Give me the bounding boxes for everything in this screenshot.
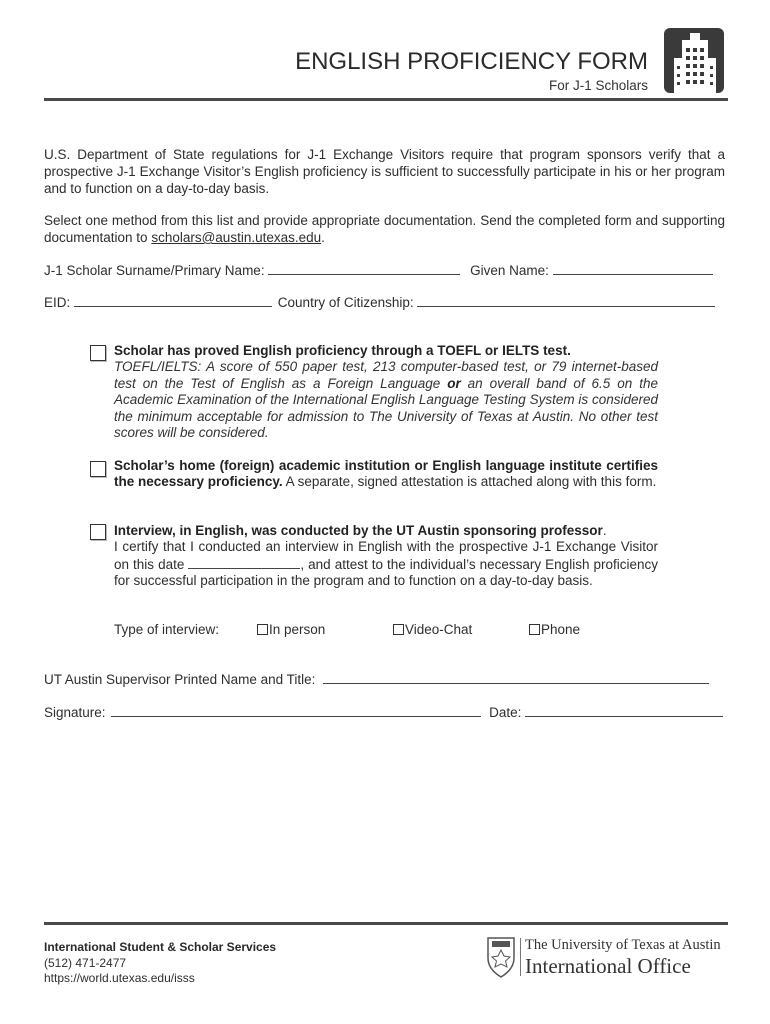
phone-label: Phone [541, 622, 581, 637]
interview-date-field[interactable] [188, 556, 300, 569]
form-subtitle: For J-1 Scholars [548, 78, 648, 93]
given-name-label: Given Name: [470, 263, 549, 278]
in-person-option[interactable] [257, 621, 377, 638]
supervisor-label: UT Austin Supervisor Printed Name and Title: [44, 672, 316, 687]
in-person-label: In person [269, 622, 326, 637]
interview-checkbox[interactable] [90, 524, 106, 540]
toefl-heading: Scholar has proved English proficiency through a TOEFL or IELTS test. [114, 343, 571, 358]
video-chat-option[interactable] [393, 621, 513, 638]
institution-checkbox[interactable] [90, 461, 106, 477]
institution-body: A separate, signed attestation is attached along with this form. [282, 474, 657, 490]
ut-logo-divider [520, 938, 521, 976]
footer-org: International Student & Scholar Services [44, 940, 277, 954]
eid-label: EID: [44, 295, 71, 310]
supervisor-field[interactable] [323, 671, 709, 684]
phone-checkbox[interactable] [529, 624, 540, 635]
signature-row [44, 704, 728, 721]
citizenship-field[interactable] [417, 294, 715, 307]
interview-body-start: I certify that I conducted an interview in English with the prospective J-1 Exchange Visitor on this date [114, 539, 658, 572]
institution-heading: Scholar’s home (foreign) academic institution or English language institute certifies the necessary proficiency. [114, 458, 658, 490]
institution-option [114, 458, 658, 491]
email-link[interactable]: scholars@austin.utexas.edu [151, 230, 322, 245]
eid-field[interactable] [74, 294, 272, 307]
header-divider [44, 98, 728, 101]
interview-option: Interview, in English, was conducted by the UT Austin sponsoring professor. I certify that I conducted an interview in English with the prospective J-1 Exchange Visitor on this date , and attest to the individual’s necessary English proficiency for successful participation in the program and to function on a day-to-day basis. [114, 523, 658, 589]
phone-option[interactable] [529, 621, 629, 638]
signature-field[interactable] [111, 704, 481, 717]
instructions-paragraph [44, 212, 725, 246]
instructions-text: Select one method from this list and provide appropriate documentation. Send the completed form and supporting documentation to [44, 213, 725, 245]
footer-divider [44, 922, 728, 925]
form-title: ENGLISH PROFICIENCY FORM [295, 48, 648, 75]
instructions-period: . [321, 230, 325, 245]
interview-body-end: , and attest to the individual’s necessary English proficiency for successful participation in the program and to function on a day-to-day basis. [114, 556, 658, 589]
intro-paragraph: U.S. Department of State regulations for J-1 Exchange Visitors require that program sponsors verify that a prospective J-1 Exchange Visitor’s English proficiency is sufficient to successfully participate in his or her program and to function on a day-to-day basis. [44, 147, 725, 196]
supervisor-row [44, 671, 728, 688]
surname-field[interactable] [268, 262, 460, 275]
building-icon [664, 28, 724, 93]
name-row [44, 262, 728, 279]
footer-url: https://world.utexas.edu/isss [44, 971, 195, 985]
footer-contact [44, 940, 276, 987]
interview-type-label: Type of interview: [114, 622, 220, 637]
surname-label: J-1 Scholar Surname/Primary Name: [44, 263, 265, 278]
footer-phone: (512) 471-2477 [44, 955, 127, 970]
given-name-field[interactable] [553, 262, 713, 275]
toefl-body: TOEFL/IELTS: A score of 550 paper test, 213 computer-based test, or 79 internet-based test on the Test of English as a Foreign Language or an overall band of 6.5 on the Academic Examination of the International English Language Testing System is considered the minimum acceptable for admission to The University of Texas at Austin. No other test scores will be considered. [114, 359, 658, 441]
ut-seal-icon [486, 936, 516, 978]
toefl-checkbox[interactable] [90, 345, 106, 361]
citizenship-label: Country of Citizenship: [277, 295, 414, 310]
interview-heading: Interview, in English, was conducted by the UT Austin sponsoring professor [114, 523, 603, 538]
in-person-checkbox[interactable] [257, 624, 268, 635]
eid-row [44, 294, 728, 311]
toefl-option [114, 343, 658, 441]
date-field[interactable] [525, 704, 723, 717]
date-label: Date: [489, 705, 522, 720]
ut-office: International Office [525, 954, 691, 978]
video-chat-checkbox[interactable] [393, 624, 404, 635]
signature-label: Signature: [44, 705, 106, 720]
video-chat-label: Video-Chat [405, 622, 473, 637]
ut-name: The University of Texas at Austin [525, 937, 721, 953]
